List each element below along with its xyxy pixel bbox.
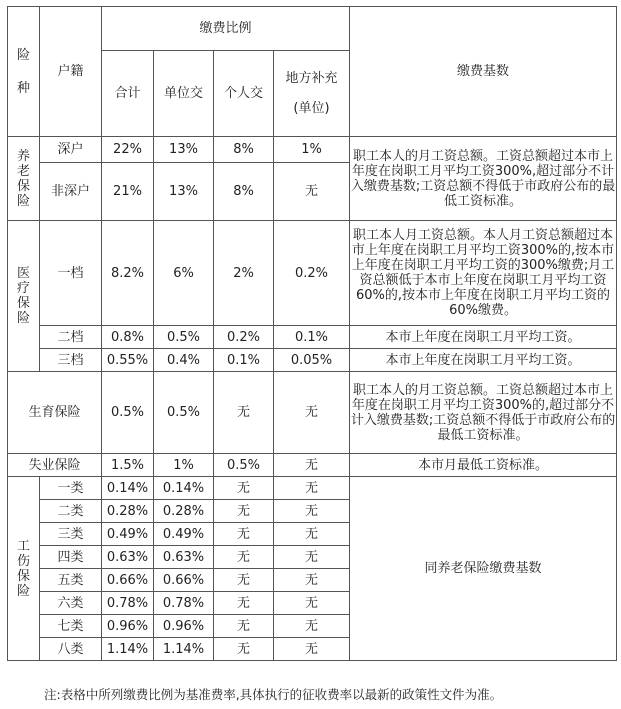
cell-total: 0.14% [102,477,154,500]
cell-employer: 0.28% [154,500,214,523]
header-basis: 缴费基数 [350,7,617,137]
cell-total: 0.28% [102,500,154,523]
cell-total: 0.55% [102,349,154,372]
cell-personal: 无 [214,569,274,592]
cell-personal: 0.5% [214,454,274,477]
cell-local: 0.05% [274,349,350,372]
cell-total: 0.63% [102,546,154,569]
cell-tier: 三档 [40,349,102,372]
pension-row [8,137,617,163]
cell-local: 无 [274,546,350,569]
cell-huji: 非深户 [40,163,102,221]
cell-total: 22% [102,137,154,163]
cell-class: 八类 [40,638,102,661]
footnote: 注:表格中所列缴费比例为基准费率,具体执行的征收费率以最新的政策性文件为准。 [44,687,503,702]
cell-class: 一类 [40,477,102,500]
cell-local: 无 [274,477,350,500]
cell-personal: 8% [214,163,274,221]
cell-personal: 8% [214,137,274,163]
cell-class: 五类 [40,569,102,592]
cell-local: 无 [274,500,350,523]
cell-class: 四类 [40,546,102,569]
cell-local: 0.1% [274,326,350,349]
cell-local: 无 [274,163,350,221]
cell-total: 0.49% [102,523,154,546]
cell-employer: 13% [154,137,214,163]
injury-name: 工 伤 保 险 [8,477,40,661]
cell-employer: 0.78% [154,592,214,615]
cell-total: 0.5% [102,372,154,454]
cell-basis: 本市上年度在岗职工月平均工资。 [350,326,617,349]
pension-name: 养 老 保 险 [8,137,40,221]
cell-tier: 一档 [40,221,102,326]
cell-personal: 无 [214,372,274,454]
cell-personal: 2% [214,221,274,326]
header-local: 地方补充 (单位) [274,51,350,137]
cell-employer: 1% [154,454,214,477]
cell-total: 1.5% [102,454,154,477]
cell-huji: 深户 [40,137,102,163]
cell-local: 无 [274,372,350,454]
cell-local: 1% [274,137,350,163]
cell-local: 无 [274,523,350,546]
header-personal: 个人交 [214,51,274,137]
cell-total: 0.8% [102,326,154,349]
header-employer: 单位交 [154,51,214,137]
cell-total: 0.96% [102,615,154,638]
cell-personal: 无 [214,523,274,546]
header-huji: 户籍 [40,7,102,137]
injury-basis: 同养老保险缴费基数 [350,477,617,661]
medical-row [8,349,617,372]
cell-employer: 0.63% [154,546,214,569]
pension-basis: 职工本人的月工资总额。工资总额超过本市上年度在岗职工月平均工资300%,超过部分不计入缴费基数;工资总额不得低于市政府公布的最低工资标准。 [350,137,617,221]
header-ratio-group: 缴费比例 [102,7,350,51]
cell-employer: 1.14% [154,638,214,661]
cell-personal: 无 [214,615,274,638]
unemployment-row [8,454,617,477]
cell-personal: 0.1% [214,349,274,372]
cell-employer: 0.96% [154,615,214,638]
header-xianzhong: 险 种 [8,7,40,137]
cell-class: 三类 [40,523,102,546]
header-row [8,7,617,51]
cell-class: 二类 [40,500,102,523]
cell-employer: 0.14% [154,477,214,500]
maternity-name: 生育保险 [8,372,102,454]
cell-basis: 职工本人的月工资总额。工资总额超过本市上年度在岗职工月平均工资300%的,超过部分不计入缴费基数;工资总额不得低于市政府公布的最低工资标准。 [350,372,617,454]
cell-basis: 本市上年度在岗职工月平均工资。 [350,349,617,372]
injury-row [8,477,617,500]
cell-local: 无 [274,454,350,477]
cell-total: 8.2% [102,221,154,326]
cell-local: 无 [274,638,350,661]
header-total: 合计 [102,51,154,137]
cell-total: 0.78% [102,592,154,615]
maternity-row [8,372,617,454]
cell-local: 无 [274,592,350,615]
cell-employer: 6% [154,221,214,326]
cell-class: 六类 [40,592,102,615]
cell-local: 无 [274,615,350,638]
cell-total: 0.66% [102,569,154,592]
cell-basis: 本市月最低工资标准。 [350,454,617,477]
cell-employer: 0.5% [154,372,214,454]
cell-personal: 无 [214,638,274,661]
medical-name: 医 疗 保 险 [8,221,40,372]
cell-personal: 无 [214,477,274,500]
cell-employer: 0.49% [154,523,214,546]
unemployment-name: 失业保险 [8,454,102,477]
cell-local: 0.2% [274,221,350,326]
cell-tier: 二档 [40,326,102,349]
medical-row [8,221,617,326]
cell-employer: 0.66% [154,569,214,592]
cell-personal: 无 [214,592,274,615]
cell-total: 1.14% [102,638,154,661]
cell-personal: 无 [214,500,274,523]
cell-local: 无 [274,569,350,592]
insurance-table [7,6,617,661]
medical-row [8,326,617,349]
cell-class: 七类 [40,615,102,638]
cell-employer: 0.5% [154,326,214,349]
cell-personal: 0.2% [214,326,274,349]
cell-basis: 职工本人月工资总额。本人月工资总额超过本市上年度在岗职工月平均工资300%的,按本市上年度在岗职工月平均工资的300%缴费;月工资总额低于本市上年度在岗职工月平均工资60%的,按本市上年度在岗职工月平均工资的60%缴费。 [350,221,617,326]
cell-employer: 13% [154,163,214,221]
cell-total: 21% [102,163,154,221]
cell-personal: 无 [214,546,274,569]
cell-employer: 0.4% [154,349,214,372]
